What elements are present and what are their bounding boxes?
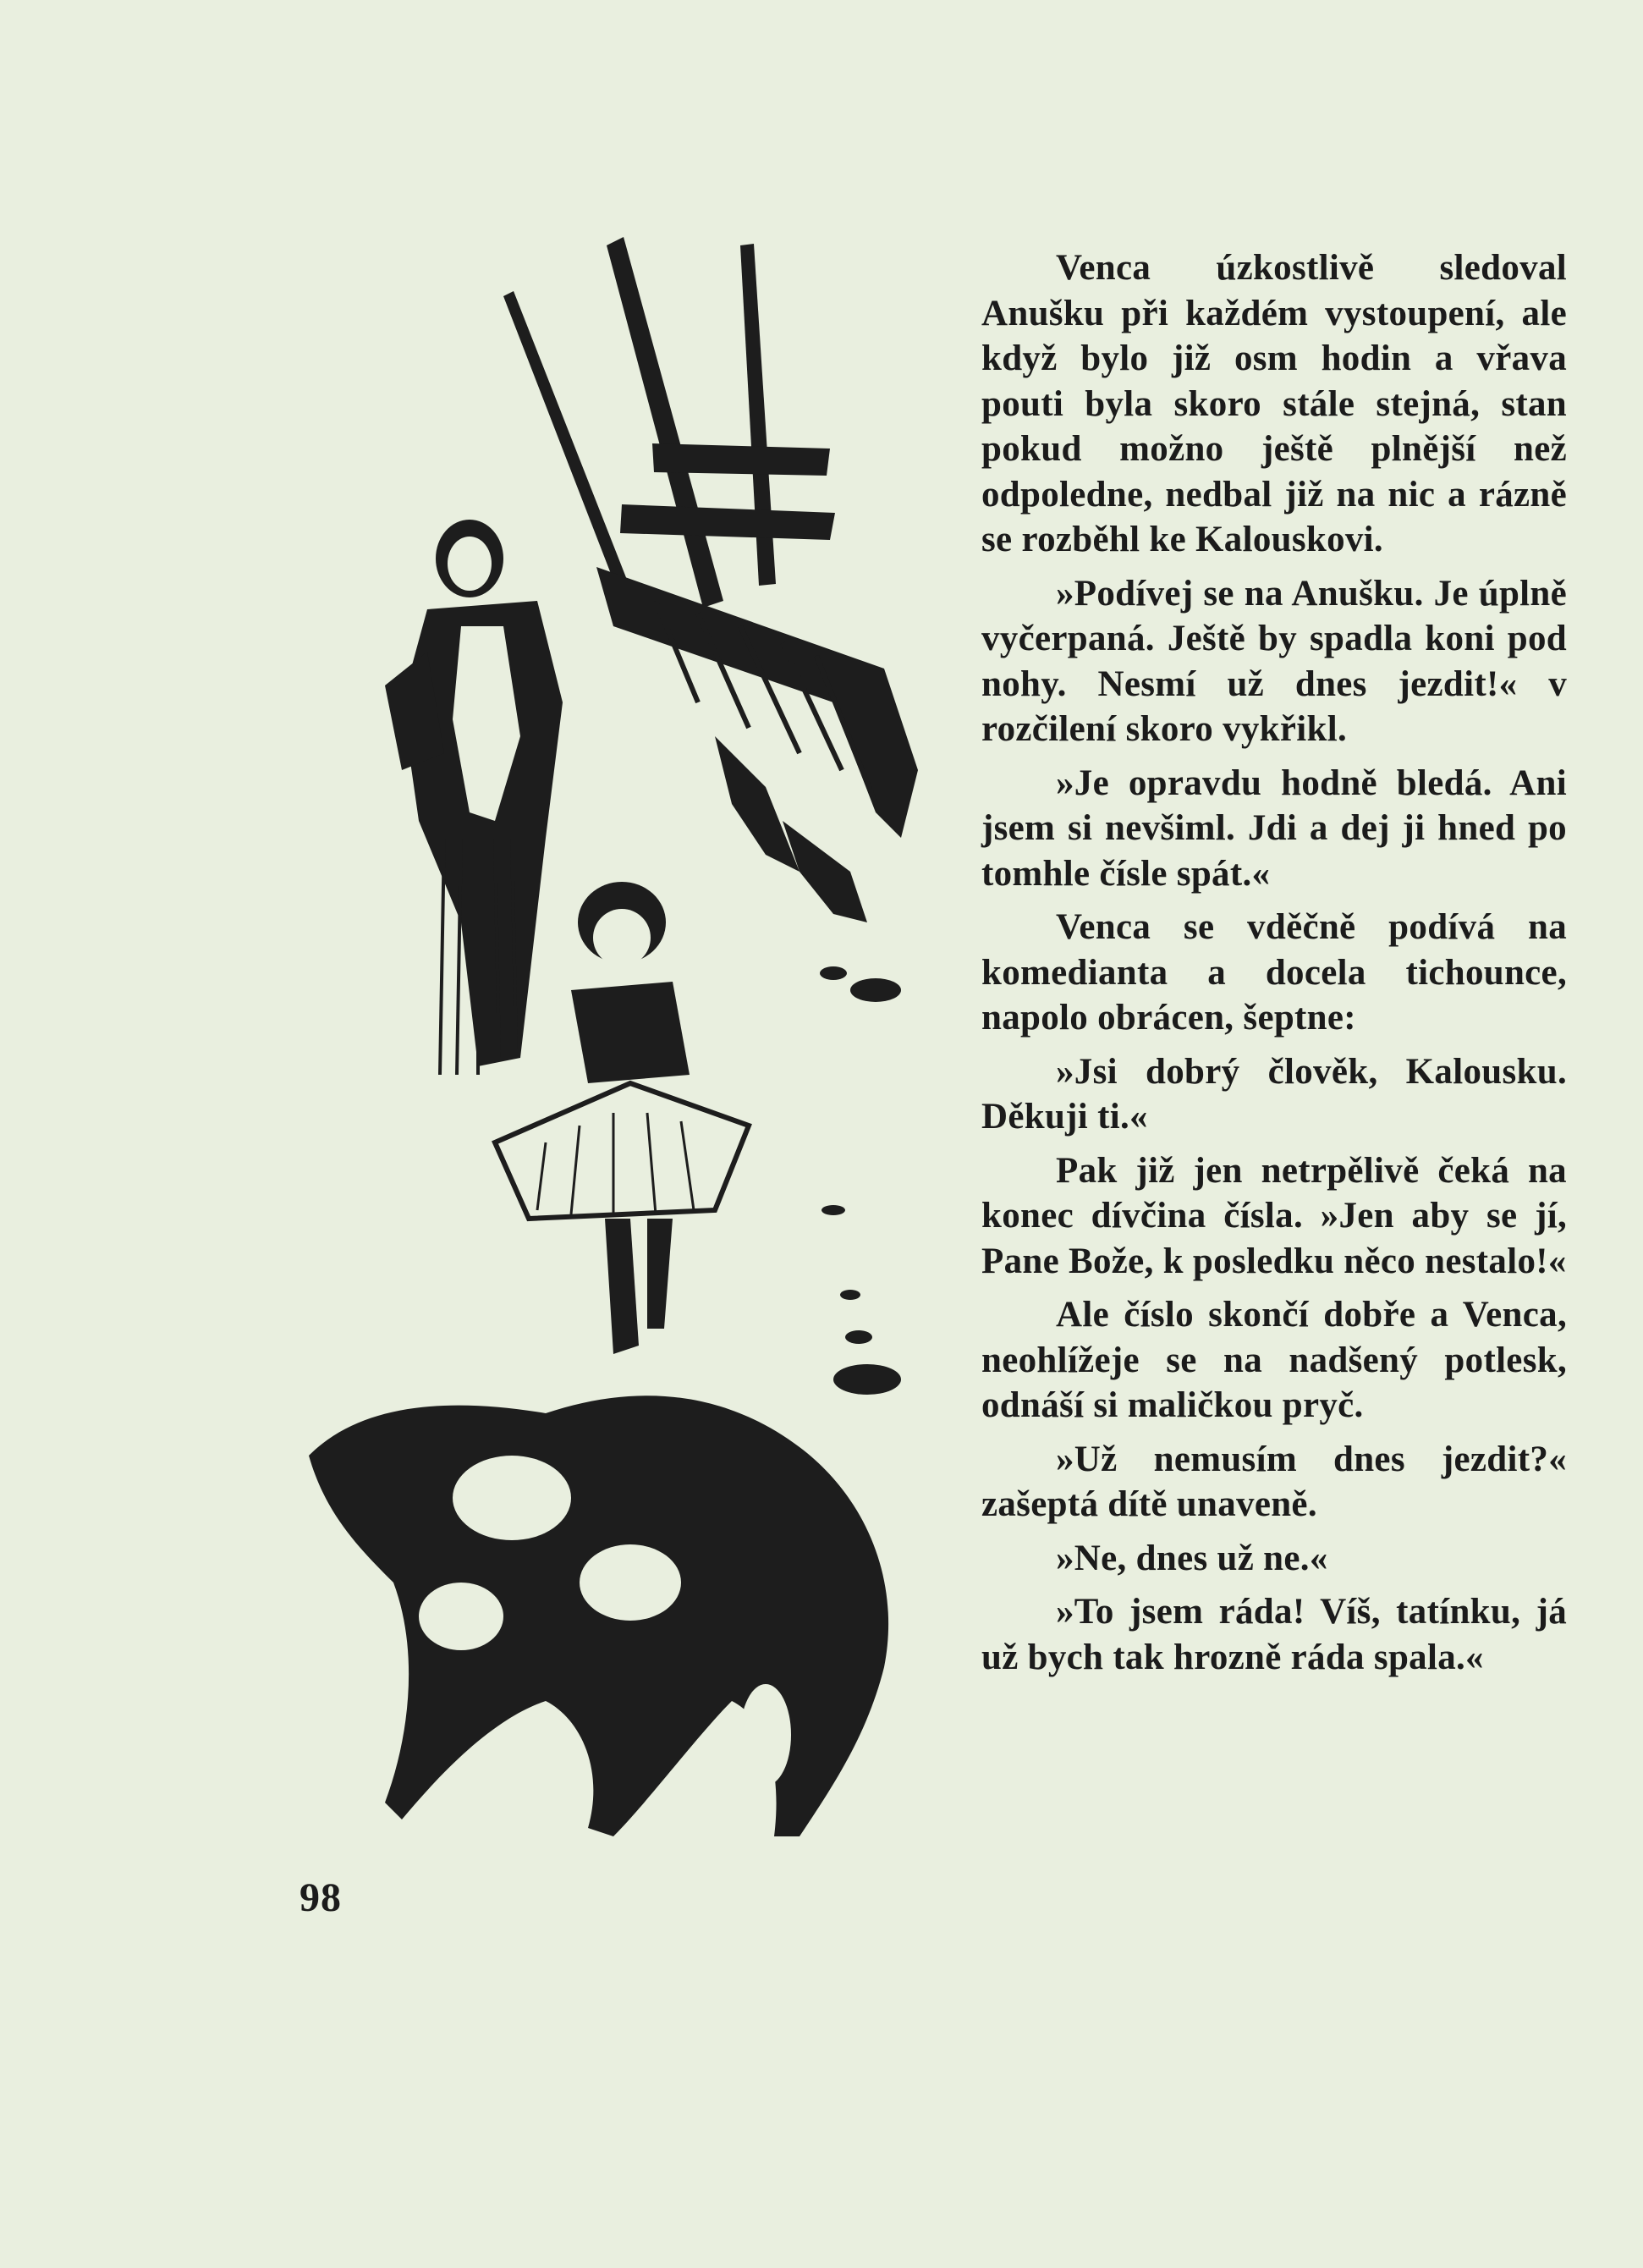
horse (309, 1395, 888, 1836)
page-number: 98 (299, 1875, 342, 1920)
dancer-girl (495, 882, 749, 1354)
tent-poles (503, 237, 835, 608)
paragraph: Venca úzkostlivě sledoval Anušku při každém vystoupení, ale když bylo již osm hodin a vřava pouti byla skoro stále stejná, stan pokud možno ještě plnější než odpoledne, nedbal již na nic a rázně se rozběhl ke Kalouskovi. (981, 248, 1567, 559)
paragraph: Venca se vděčně podívá na komedianta a docela tichounce, napolo obrácen, šeptne: (981, 907, 1567, 1038)
paragraph: »To jsem ráda! Víš, tatínku, já už bych tak hrozně ráda spala.« (981, 1592, 1567, 1677)
paragraph: »Je opravdu hodně bledá. Ani jsem si nevšiml. Jdi a dej ji hned po tomhle čísle spát.« (981, 762, 1567, 894)
motion-marks (820, 966, 901, 1395)
paragraph: Ale číslo skončí dobře a Venca, neohlížeje se na nadšený potlesk, odnáší si maličkou pryč. (981, 1295, 1567, 1425)
clown-figure (385, 520, 563, 1075)
text-column (981, 245, 1567, 1688)
paragraph: »Ne, dnes už ne.« (1056, 1538, 1328, 1578)
paragraph: »Podívej se na Anušku. Je úplně vyčerpaná. Ještě by spadla koni pod nohy. Nesmí už dnes jezdit!« v rozčilení skoro vykřikl. (981, 573, 1567, 749)
paragraph: »Jsi dobrý člověk, Kalousku. Děkuji ti.« (981, 1051, 1567, 1137)
circus-rider-on-horse-illustration (292, 228, 935, 1853)
paragraph: »Už nemusím dnes jezdit?« zašeptá dítě unaveně. (981, 1439, 1567, 1524)
paragraph: Pak již jen netrpělivě čeká na konec dívčina čísla. »Jen aby se jí, Pane Bože, k posledku něco nestalo!« (981, 1150, 1567, 1281)
ring-barrier (596, 567, 918, 922)
